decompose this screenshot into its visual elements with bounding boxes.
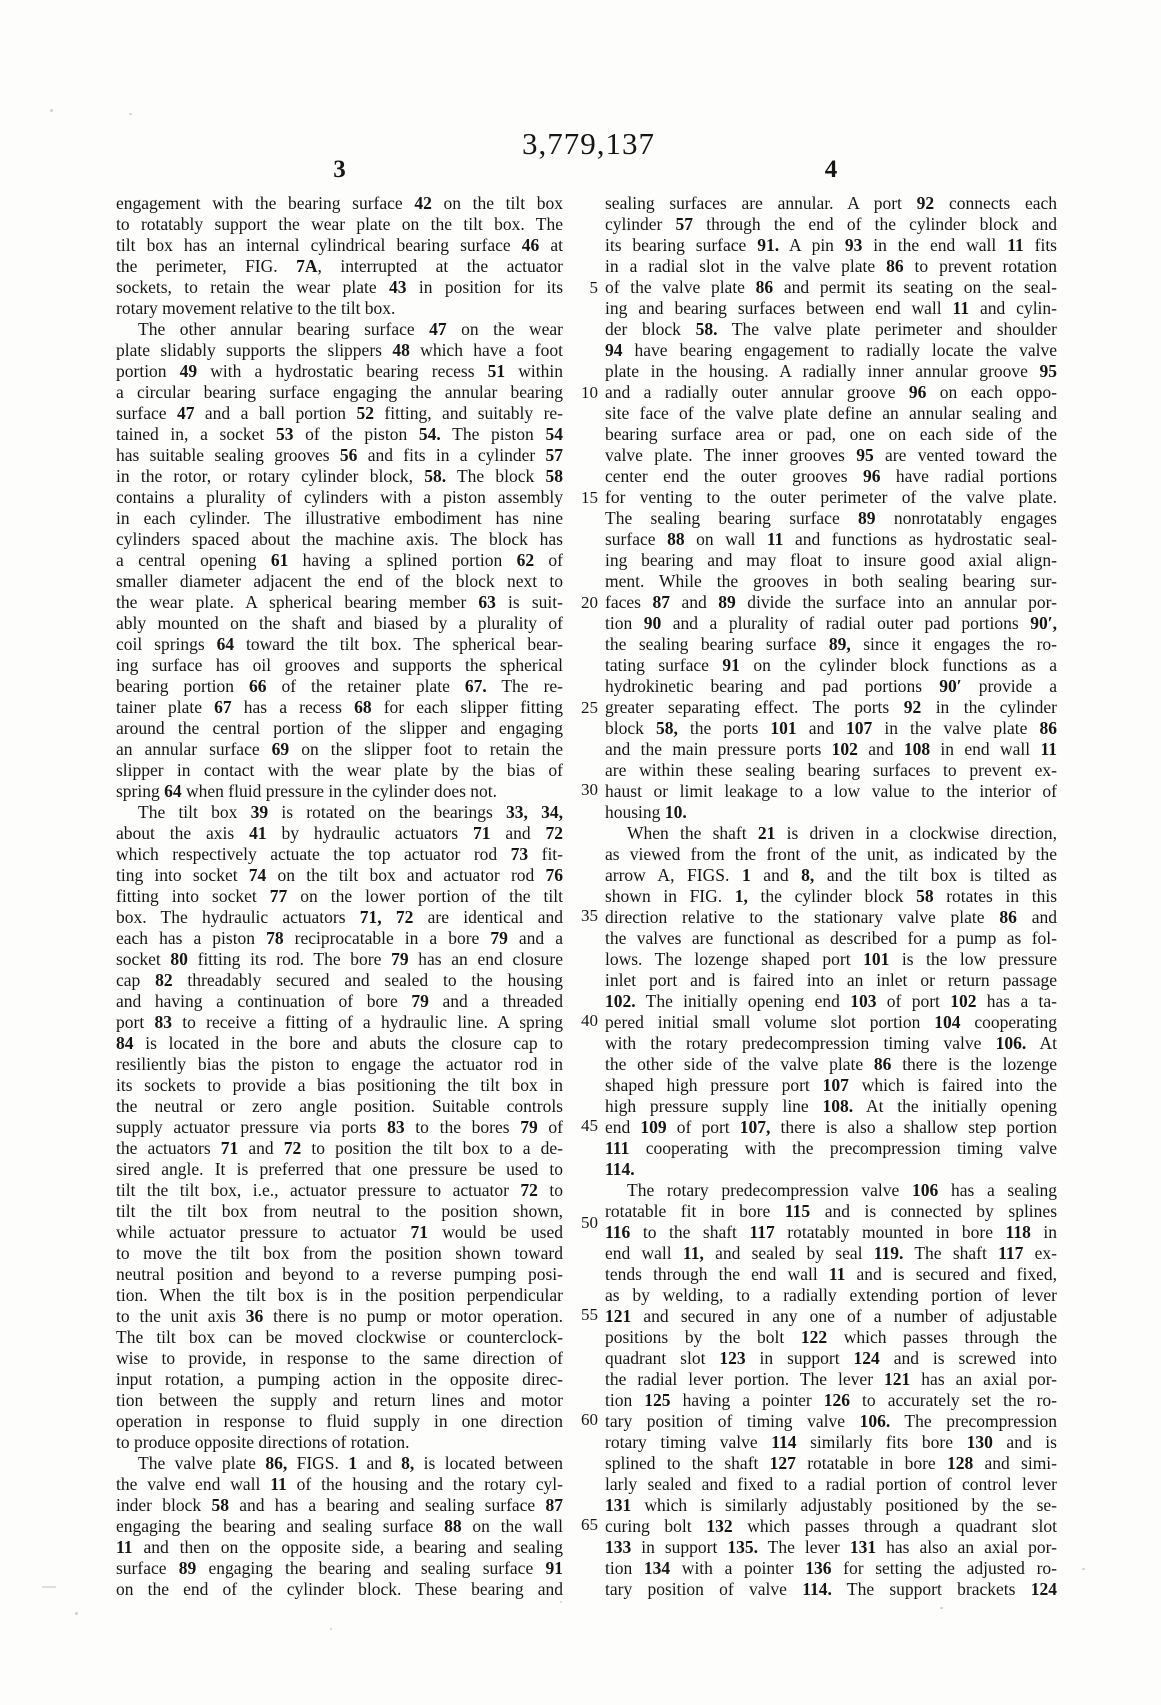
text-line: sired angle. It is preferred that one pressure be used to	[116, 1159, 563, 1179]
text-line: which respectively actuate the top actuator rod 73 fit-	[116, 844, 563, 864]
text-line: 114.	[605, 1159, 635, 1179]
text-line: tion. When the tilt box is in the position perpendicular	[116, 1285, 563, 1305]
text-line: has suitable sealing grooves 56 and fits in a cylinder 57	[116, 445, 563, 465]
text-line: tilt the tilt box from neutral to the position shown,	[116, 1201, 563, 1221]
text-line: in a radial slot in the valve plate 86 to prevent rotation	[605, 256, 1057, 276]
text-line: are within these sealing bearing surfaces to prevent ex-	[605, 760, 1057, 780]
text-line: end wall 11, and sealed by seal 119. The shaft 117 ex-	[605, 1243, 1057, 1263]
text-line: each has a piston 78 reciprocatable in a bore 79 and a	[116, 928, 563, 948]
text-line: to the unit axis 36 there is no pump or motor operation.	[116, 1306, 563, 1326]
text-line: lows. The lozenge shaped port 101 is the low pressure	[605, 949, 1057, 969]
text-line: surface 47 and a ball portion 52 fitting, and suitably re-	[116, 403, 563, 423]
text-line: bearing portion 66 of the retainer plate 67. The re-	[116, 676, 563, 696]
text-line: The sealing bearing surface 89 nonrotatably engages	[605, 508, 1057, 528]
text-line: housing 10.	[605, 802, 687, 822]
text-line: of the valve plate 86 and permit its seating on the seal-	[605, 277, 1057, 297]
text-line: for venting to the outer perimeter of the valve plate.	[605, 487, 1057, 507]
text-line: der block 58. The valve plate perimeter and shoulder	[605, 319, 1057, 339]
text-line: sealing surfaces are annular. A port 92 connects each	[605, 193, 1057, 213]
text-line: engagement with the bearing surface 42 on the tilt box	[116, 193, 563, 213]
text-line: and the main pressure ports 102 and 108 in end wall 11	[605, 739, 1057, 759]
text-line: surface 89 engaging the bearing and sealing surface 91	[116, 1558, 563, 1578]
text-line: splined to the shaft 127 rotatable in bore 128 and simi-	[605, 1453, 1057, 1473]
text-line: portion 49 with a hydrostatic bearing recess 51 within	[116, 361, 563, 381]
text-line: tion between the supply and return lines and motor	[116, 1390, 563, 1410]
text-line: 84 is located in the bore and abuts the closure cap to	[116, 1033, 563, 1053]
text-line: to produce opposite directions of rotation.	[116, 1432, 410, 1452]
scan-mark	[42, 1586, 56, 1588]
text-line: the valve end wall 11 of the housing and the rotary cyl-	[116, 1474, 563, 1494]
scan-speck	[560, 1601, 562, 1603]
page-number-right: 4	[824, 156, 838, 183]
text-line: 94 have bearing engagement to radially locate the valve	[605, 340, 1057, 360]
text-line: resiliently bias the piston to engage the actuator rod in	[116, 1054, 563, 1074]
text-line: the valves are functional as described for a pump as fol-	[605, 928, 1057, 948]
scan-speck	[330, 1628, 332, 1630]
scan-speck	[940, 1607, 943, 1609]
text-line: plate slidably supports the slippers 48 which have a foot	[116, 340, 563, 360]
text-line: about the axis 41 by hydraulic actuators 71 and 72	[116, 823, 563, 843]
text-line: around the central portion of the slipper and engaging	[116, 718, 563, 738]
text-line: plate in the housing. A radially inner annular groove 95	[605, 361, 1057, 381]
text-line: in the rotor, or rotary cylinder block, 58. The block 58	[116, 466, 563, 486]
text-line: a circular bearing surface engaging the annular bearing	[116, 382, 563, 402]
line-number: 50	[581, 1213, 598, 1232]
text-line: tion 90 and a plurality of radial outer pad portions 90′,	[605, 613, 1057, 633]
text-line: coil springs 64 toward the tilt box. The spherical bear-	[116, 634, 563, 654]
text-line: tends through the end wall 11 and is secured and fixed,	[605, 1264, 1057, 1284]
line-number: 20	[581, 593, 598, 612]
text-line: to move the tilt box from the position shown toward	[116, 1243, 563, 1263]
text-column-left	[116, 193, 563, 1600]
text-line: in each cylinder. The illustrative embodiment has nine	[116, 508, 563, 528]
text-line: input rotation, a pumping action in the opposite direc-	[116, 1369, 563, 1389]
text-column-right	[605, 193, 1057, 1600]
text-line: the perimeter, FIG. 7A, interrupted at the actuator	[116, 256, 563, 276]
text-line: and having a continuation of bore 79 and a threaded	[116, 991, 563, 1011]
text-line: quadrant slot 123 in support 124 and is screwed into	[605, 1348, 1057, 1368]
text-line: greater separating effect. The ports 92 in the cylinder	[605, 697, 1057, 717]
text-line: to rotatably support the wear plate on the tilt box. The	[116, 214, 563, 234]
page-number-left: 3	[333, 156, 346, 183]
text-line: tating surface 91 on the cylinder block functions as a	[605, 655, 1057, 675]
text-line: 111 cooperating with the precompression timing valve	[605, 1138, 1057, 1158]
line-number: 40	[581, 1011, 598, 1030]
text-line: tilt the tilt box, i.e., actuator pressure to actuator 72 to	[116, 1180, 563, 1200]
text-line: positions by the bolt 122 which passes through the	[605, 1327, 1057, 1347]
text-line: curing bolt 132 which passes through a quadrant slot	[605, 1516, 1057, 1536]
text-line: tion 125 having a pointer 126 to accurately set the ro-	[605, 1390, 1057, 1410]
text-line: The valve plate 86, FIGS. 1 and 8, is located between	[138, 1453, 563, 1473]
scan-speck	[1082, 1568, 1085, 1570]
text-line: box. The hydraulic actuators 71, 72 are identical and	[116, 907, 563, 927]
patent-number: 3,779,137	[522, 126, 655, 161]
text-line: When the shaft 21 is driven in a clockwise direction,	[627, 823, 1057, 843]
text-line: its sockets to provide a bias positioning the tilt box in	[116, 1075, 563, 1095]
text-line: an annular surface 69 on the slipper foot to retain the	[116, 739, 563, 759]
text-line: spring 64 when fluid pressure in the cylinder does not.	[116, 781, 498, 801]
text-line: as viewed from the front of the unit, as indicated by the	[605, 844, 1057, 864]
text-line: shaped high pressure port 107 which is faired into the	[605, 1075, 1057, 1095]
text-line: with the rotary predecompression timing valve 106. At	[605, 1033, 1057, 1053]
text-line: ably mounted on the shaft and biased by a plurality of	[116, 613, 563, 633]
text-line: supply actuator pressure via ports 83 to the bores 79 of	[116, 1117, 563, 1137]
text-line: The other annular bearing surface 47 on the wear	[138, 319, 563, 339]
text-line: The tilt box can be moved clockwise or counterclock-	[116, 1327, 563, 1347]
line-number: 55	[581, 1305, 598, 1324]
text-line: tion 134 with a pointer 136 for setting the adjusted ro-	[605, 1558, 1057, 1578]
text-line: hydrokinetic bearing and pad portions 90′ provide a	[605, 676, 1057, 696]
text-line: tary position of valve 114. The support brackets 124	[605, 1579, 1057, 1599]
text-line: pered initial small volume slot portion 104 cooperating	[605, 1012, 1057, 1032]
text-line: the actuators 71 and 72 to position the tilt box to a de-	[116, 1138, 563, 1158]
scan-speck	[75, 1612, 78, 1615]
text-line: rotary movement relative to the tilt box.	[116, 298, 396, 318]
text-line: faces 87 and 89 divide the surface into an annular por-	[605, 592, 1057, 612]
text-line: 102. The initially opening end 103 of port 102 has a ta-	[605, 991, 1057, 1011]
text-line: end 109 of port 107, there is also a shallow step portion	[605, 1117, 1057, 1137]
text-line: as by welding, to a radially extending portion of lever	[605, 1285, 1057, 1305]
line-number: 15	[581, 488, 598, 507]
text-line: 116 to the shaft 117 rotatably mounted in bore 118 in	[605, 1222, 1057, 1242]
text-line: contains a plurality of cylinders with a piston assembly	[116, 487, 563, 507]
text-line: surface 88 on wall 11 and functions as hydrostatic seal-	[605, 529, 1057, 549]
scan-mark	[845, 1583, 857, 1585]
line-number: 60	[581, 1410, 598, 1429]
line-number: 35	[581, 906, 598, 925]
text-line: neutral position and beyond to a reverse pumping posi-	[116, 1264, 563, 1284]
scan-speck	[50, 109, 53, 112]
text-line: operation in response to fluid supply in one direction	[116, 1411, 563, 1431]
text-line: The rotary predecompression valve 106 has a sealing	[627, 1180, 1057, 1200]
line-number: 65	[581, 1515, 598, 1534]
text-line: ing bearing and may float to insure good axial align-	[605, 550, 1057, 570]
text-line: haust or limit leakage to a low value to the interior of	[605, 781, 1057, 801]
text-line: 11 and then on the opposite side, a bearing and sealing	[116, 1537, 563, 1557]
text-line: sockets, to retain the wear plate 43 in position for its	[116, 277, 563, 297]
text-line: inder block 58 and has a bearing and sealing surface 87	[116, 1495, 563, 1515]
text-line: rotatable fit in bore 115 and is connected by splines	[605, 1201, 1057, 1221]
text-line: socket 80 fitting its rod. The bore 79 has an end closure	[116, 949, 563, 969]
text-line: rotary timing valve 114 similarly fits bore 130 and is	[605, 1432, 1057, 1452]
text-line: tilt box has an internal cylindrical bearing surface 46 at	[116, 235, 563, 255]
text-line: smaller diameter adjacent the end of the block next to	[116, 571, 563, 591]
text-line: 121 and secured in any one of a number of adjustable	[605, 1306, 1057, 1326]
text-line: tained in, a socket 53 of the piston 54. The piston 54	[116, 424, 563, 444]
text-line: and a radially outer annular groove 96 on each oppo-	[605, 382, 1057, 402]
text-line: shown in FIG. 1, the cylinder block 58 rotates in this	[605, 886, 1057, 906]
text-line: the sealing bearing surface 89, since it engages the ro-	[605, 634, 1057, 654]
line-number: 45	[581, 1116, 598, 1135]
line-number: 5	[589, 278, 598, 297]
text-line: engaging the bearing and sealing surface 88 on the wall	[116, 1516, 563, 1536]
text-line: port 83 to receive a fitting of a hydraulic line. A spring	[116, 1012, 563, 1032]
text-line: 133 in support 135. The lever 131 has also an axial por-	[605, 1537, 1057, 1557]
scan-speck	[129, 113, 132, 115]
text-line: larly sealed and fixed to a radial portion of control lever	[605, 1474, 1057, 1494]
text-line: ment. While the grooves in both sealing bearing sur-	[605, 571, 1057, 591]
text-line: inlet port and is faired into an inlet or return passage	[605, 970, 1057, 990]
text-line: while actuator pressure to actuator 71 would be used	[116, 1222, 563, 1242]
text-line: tary position of timing valve 106. The precompression	[605, 1411, 1057, 1431]
text-line: center end the outer grooves 96 have radial portions	[605, 466, 1057, 486]
text-line: high pressure supply line 108. At the initially opening	[605, 1096, 1057, 1116]
text-line: cap 82 threadably secured and sealed to the housing	[116, 970, 563, 990]
text-line: block 58, the ports 101 and 107 in the valve plate 86	[605, 718, 1057, 738]
text-line: cylinders spaced about the machine axis. The block has	[116, 529, 563, 549]
text-line: fitting into socket 77 on the lower portion of the tilt	[116, 886, 563, 906]
line-number: 25	[581, 698, 598, 717]
text-line: bearing surface area or pad, one on each side of the	[605, 424, 1057, 444]
text-line: The tilt box 39 is rotated on the bearings 33, 34,	[138, 802, 563, 822]
text-line: arrow A, FIGS. 1 and 8, and the tilt box is tilted as	[605, 865, 1057, 885]
text-line: tainer plate 67 has a recess 68 for each slipper fitting	[116, 697, 563, 717]
text-line: cylinder 57 through the end of the cylinder block and	[605, 214, 1057, 234]
line-number: 10	[581, 383, 598, 402]
text-line: wise to provide, in response to the same direction of	[116, 1348, 563, 1368]
line-number: 30	[581, 780, 598, 799]
text-line: valve plate. The inner grooves 95 are vented toward the	[605, 445, 1057, 465]
text-line: 131 which is similarly adjustably positioned by the se-	[605, 1495, 1057, 1515]
text-line: site face of the valve plate define an annular sealing and	[605, 403, 1057, 423]
text-line: the wear plate. A spherical bearing member 63 is suit-	[116, 592, 563, 612]
text-line: ing and bearing surfaces between end wall 11 and cylin-	[605, 298, 1057, 318]
text-line: on the end of the cylinder block. These bearing and	[116, 1579, 563, 1599]
text-line: its bearing surface 91. A pin 93 in the end wall 11 fits	[605, 235, 1057, 255]
text-line: ting into socket 74 on the tilt box and actuator rod 76	[116, 865, 563, 885]
text-line: the neutral or zero angle position. Suitable controls	[116, 1096, 563, 1116]
text-line: the other side of the valve plate 86 there is the lozenge	[605, 1054, 1057, 1074]
text-line: ing surface has oil grooves and supports the spherical	[116, 655, 563, 675]
text-line: a central opening 61 having a splined portion 62 of	[116, 550, 563, 570]
text-line: direction relative to the stationary valve plate 86 and	[605, 907, 1057, 927]
text-line: the radial lever portion. The lever 121 has an axial por-	[605, 1369, 1057, 1389]
text-line: slipper in contact with the wear plate by the bias of	[116, 760, 563, 780]
